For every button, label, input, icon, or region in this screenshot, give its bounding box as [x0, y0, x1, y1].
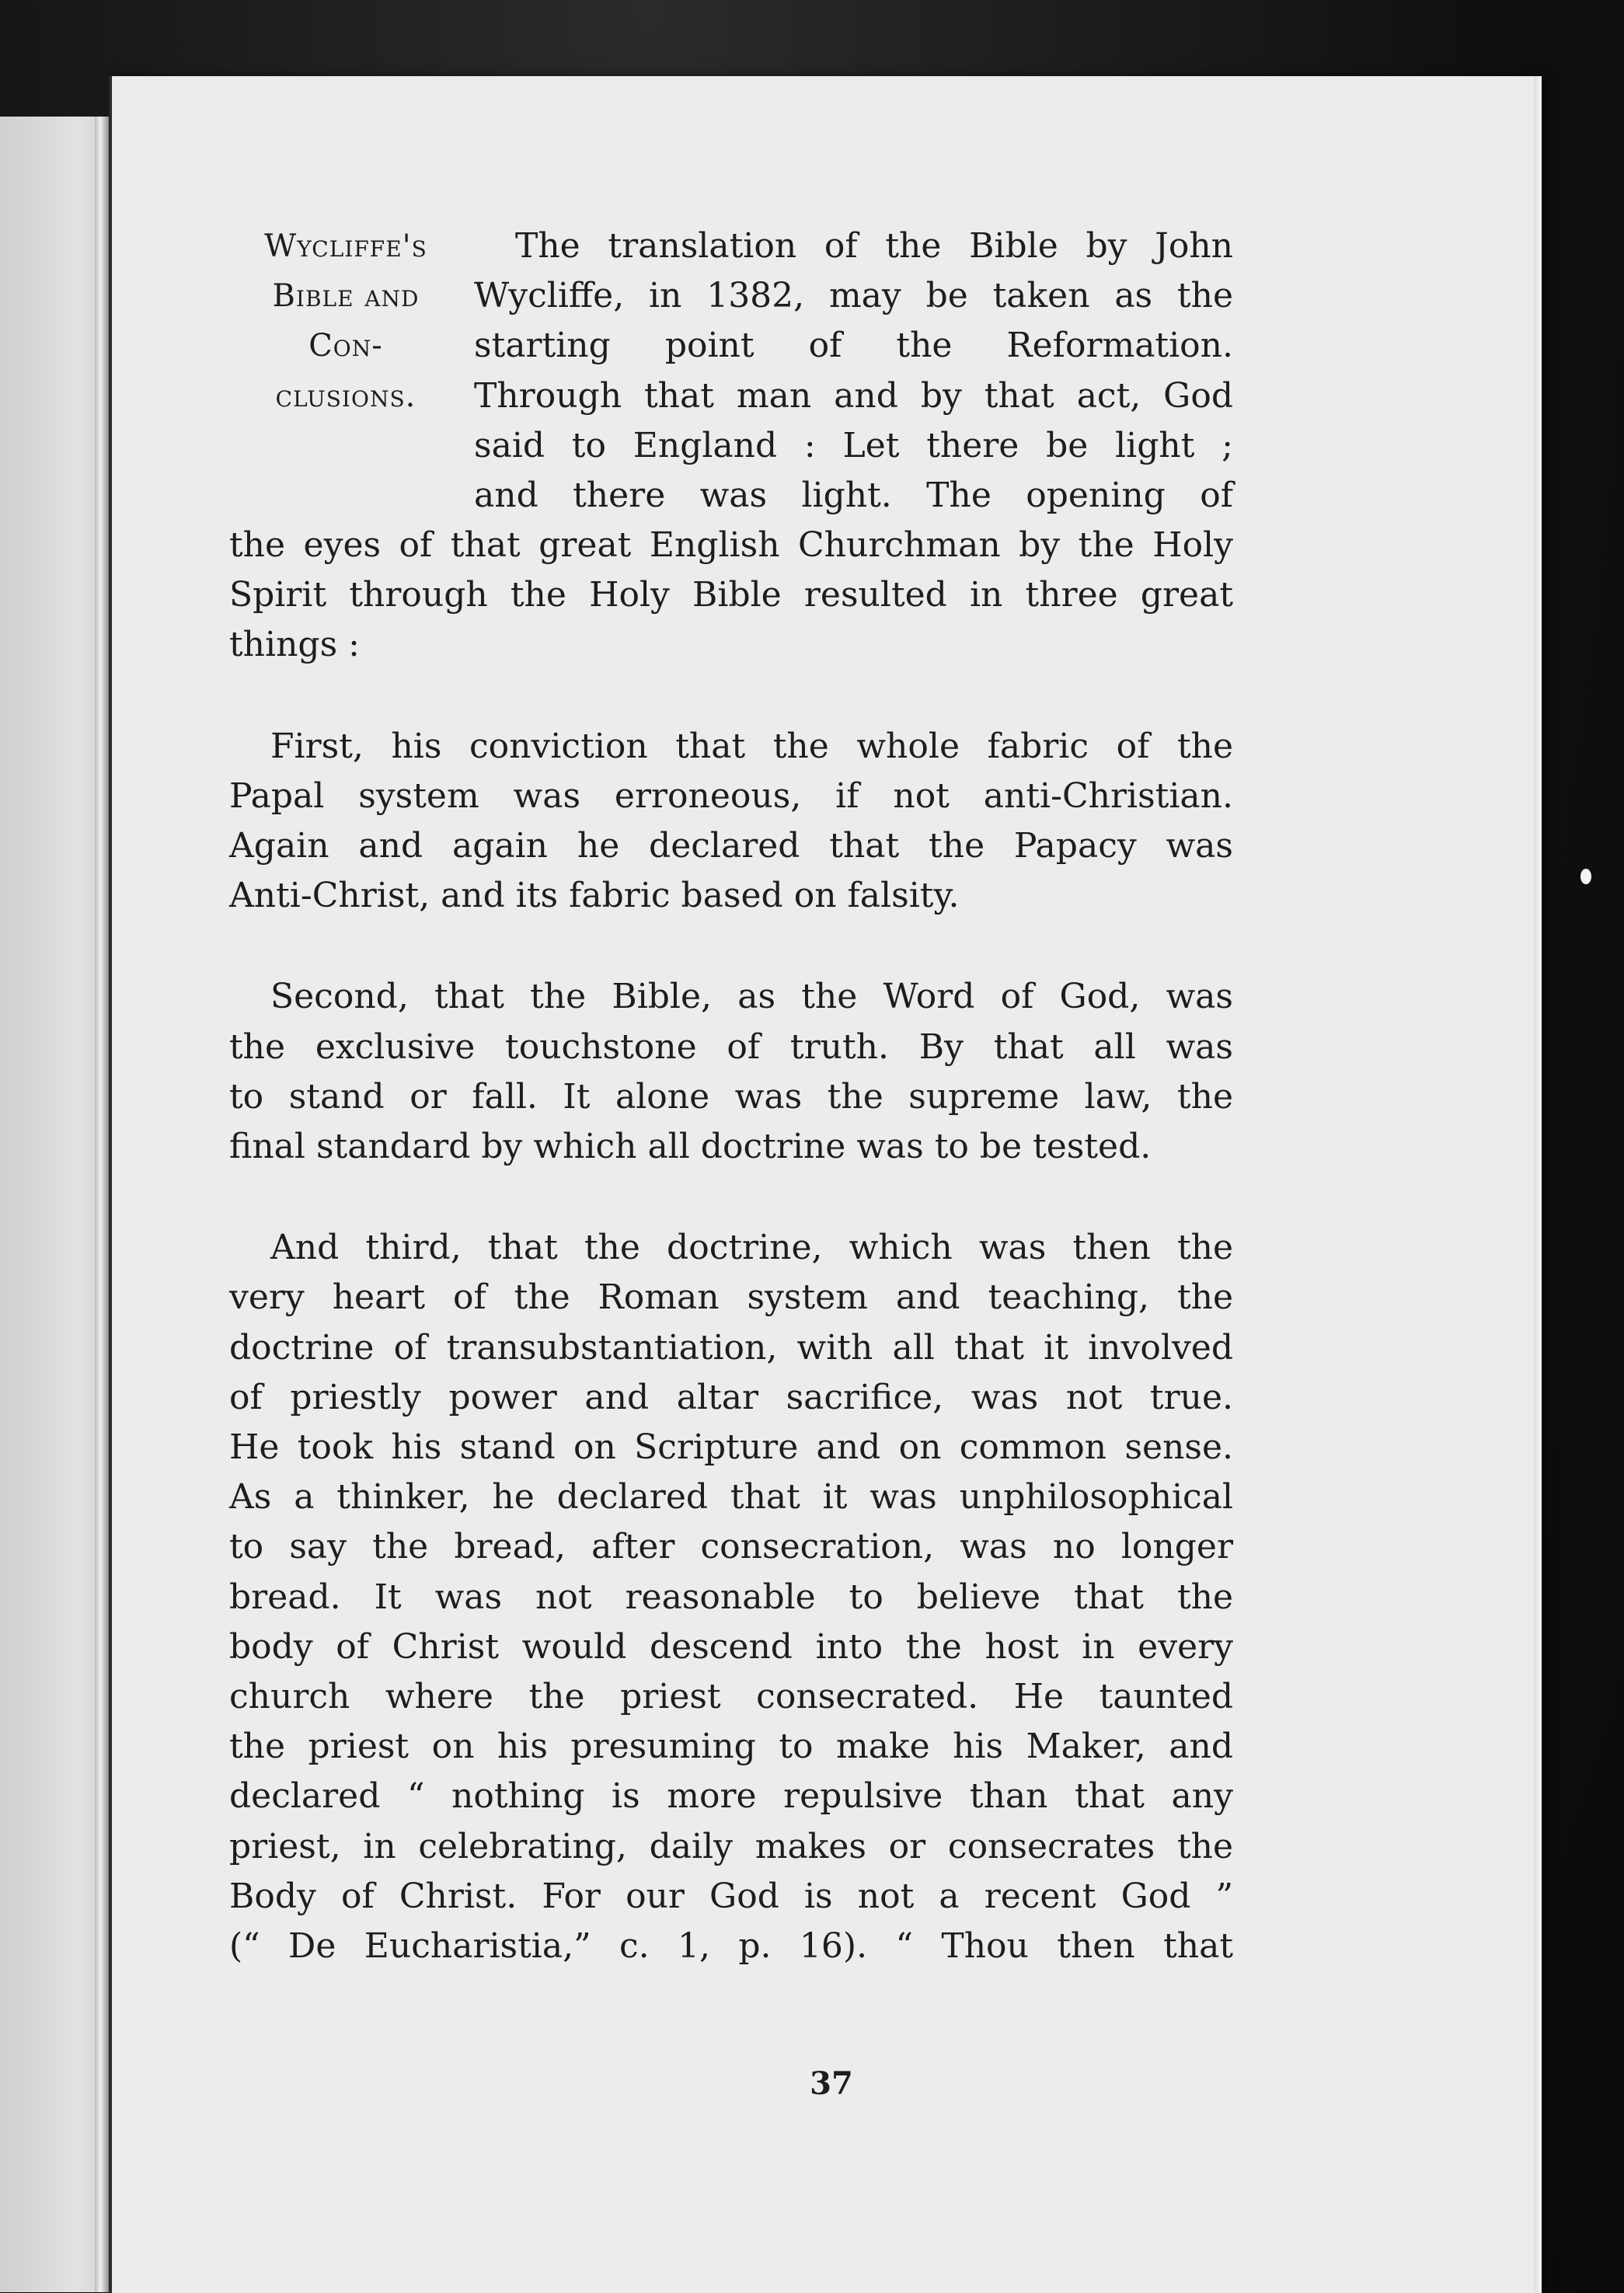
text-line: Body of Christ. For our God is not a recent God ” — [229, 1876, 1233, 1916]
opening-lines — [474, 221, 1233, 521]
text-line: to stand or fall. It alone was the supreme law, the — [229, 1076, 1233, 1117]
text-line: Again and again he declared that the Papacy was — [229, 826, 1233, 866]
paragraph-second — [229, 972, 1233, 1172]
page-gutter — [95, 117, 109, 2292]
page-text — [229, 221, 1233, 1971]
text-line: priest, in celebrating, daily makes or consecrates the — [229, 1826, 1233, 1866]
text-line: the exclusive touchstone of truth. By that all was — [229, 1026, 1233, 1067]
text-line: Spirit through the Holy Bible resulted in three great — [229, 575, 1233, 615]
text-line: and there was light. The opening of — [474, 476, 1233, 516]
text-line: of priestly power and altar sacrifice, was not true. — [229, 1377, 1233, 1417]
paragraph-gap — [229, 921, 1233, 972]
text-line: body of Christ would descend into the host in every — [229, 1626, 1233, 1667]
text-line: The translation of the Bible by John — [515, 226, 1233, 266]
paragraph-first — [229, 722, 1233, 922]
paper-speck — [1580, 869, 1591, 884]
text-line: Through that man and by that act, God — [474, 375, 1233, 416]
text-line: Second, that the Bible, as the Word of God, was — [270, 977, 1233, 1017]
text-line: declared “ nothing is more repulsive than that any — [229, 1776, 1233, 1817]
margin-heading-line: Wycliffe's — [264, 228, 427, 264]
text-line: said to England : Let there be light ; — [474, 425, 1233, 465]
text-line: bread. It was not reasonable to believe that the — [229, 1577, 1233, 1617]
text-line: First, his conviction that the whole fabric of the — [270, 726, 1233, 766]
text-line: (“ De Eucharistia,” c. 1, p. 16). “ Thou then that — [229, 1926, 1233, 1967]
margin-heading-line: Con- — [308, 328, 383, 364]
text-line: Anti-Christ, and its fabric based on falsity. — [229, 876, 960, 916]
text-line: church where the priest consecrated. He taunted — [229, 1677, 1233, 1717]
paragraph-gap — [229, 1172, 1233, 1223]
text-line: to say the bread, after consecration, was no longer — [229, 1527, 1233, 1567]
text-line: starting point of the Reformation. — [474, 326, 1233, 366]
text-line: the eyes of that great English Churchman by the Holy — [229, 525, 1233, 565]
paragraph-third — [229, 1223, 1233, 1971]
text-line: very heart of the Roman system and teaching, the — [229, 1277, 1233, 1318]
text-line: As a thinker, he declared that it was unphilosophical — [229, 1477, 1233, 1518]
text-line: Wycliffe, in 1382, may be taken as the — [474, 276, 1233, 316]
margin-heading-line: clusions. — [275, 378, 416, 414]
text-line: things : — [229, 625, 360, 665]
text-line: the priest on his presuming to make his Maker, and — [229, 1727, 1233, 1767]
text-line: doctrine of transubstantiation, with all that it involved — [229, 1327, 1233, 1368]
paragraph-1-continued — [229, 521, 1233, 671]
facing-page-edge — [0, 117, 109, 2292]
paragraph-gap — [229, 671, 1233, 722]
page-number: 37 — [810, 2065, 853, 2102]
margin-heading — [229, 221, 462, 421]
text-line: Papal system was erroneous, if not anti-Christian. — [229, 775, 1233, 816]
margin-heading-line: Bible and — [272, 278, 420, 315]
text-line: He took his stand on Scripture and on common sense. — [229, 1427, 1233, 1468]
text-line: And third, that the doctrine, which was then the — [270, 1228, 1233, 1268]
text-line: final standard by which all doctrine was to be tested. — [229, 1127, 1152, 1167]
opening-section — [229, 221, 1233, 521]
